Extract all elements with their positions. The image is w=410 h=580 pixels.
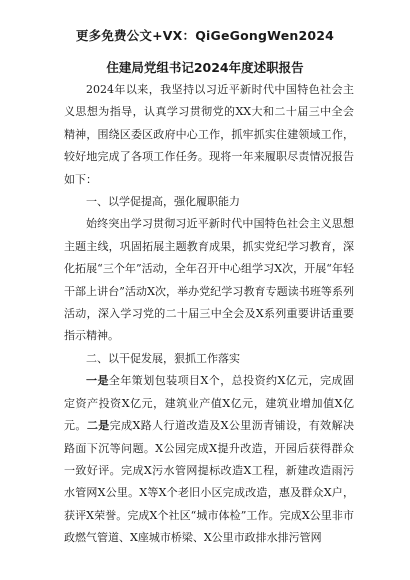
document-title: 住建局党组书记2024年度述职报告: [106, 60, 304, 75]
section-heading-1: 一、以学促提高，强化履职能力: [86, 195, 240, 209]
point-two-text: 完成X路人行道改造及X公里沥青铺设，有效解决路面下沉等问题。X公园完成X提升改造，开园后获得群众一致好评。完成X污水管网提标改造X工程，新建改造雨污水管网X公里。X等X个老旧小区完成改造，惠及群众X户，获评X荣誉。完成X个社区“城市体检”工作。完成X公里非市政燃气管道、X座城市桥梁、X公里市政排水排污管网: [64, 419, 354, 545]
intro-paragraph: 2024年以来，我坚持以习近平新时代中国特色社会主义思想为指导，认真学习贯彻党的XX大和二十届三中全会精神，围绕区委区政府中心工作，抓牢抓实住建领域工作，较好地完成了各项工作任务。现将一年来履职尽责情况报告如下：: [64, 83, 354, 186]
section-2-paragraph: [64, 370, 354, 549]
point-one-text: 全年策划包装项目X个，总投资约X亿元，完成固定资产投资X亿元，建筑业产值X亿元，建筑业增加值X亿元。: [64, 374, 354, 433]
section-1-paragraph: 始终突出学习贯彻习近平新时代中国特色社会主义思想主题主线，巩固拓展主题教育成果，抓实党纪学习教育，深化拓展“三个年”活动，全年召开中心组学习X次，开展“年轻干部上讲台”活动X次，举办党纪学习教育专题读书班等系列活动，深入学习党的二十届三中全会及X系列重要讲话重要指示精神。: [64, 217, 354, 343]
section-heading-2: 二、以干促发展，狠抓工作落实: [86, 351, 240, 365]
point-two-lead: 二是: [86, 419, 110, 433]
point-one-lead: 一是: [86, 374, 109, 388]
document-body: [64, 79, 354, 550]
promo-header: 更多免费公文+VX：QiGeGongWen2024: [75, 28, 335, 43]
